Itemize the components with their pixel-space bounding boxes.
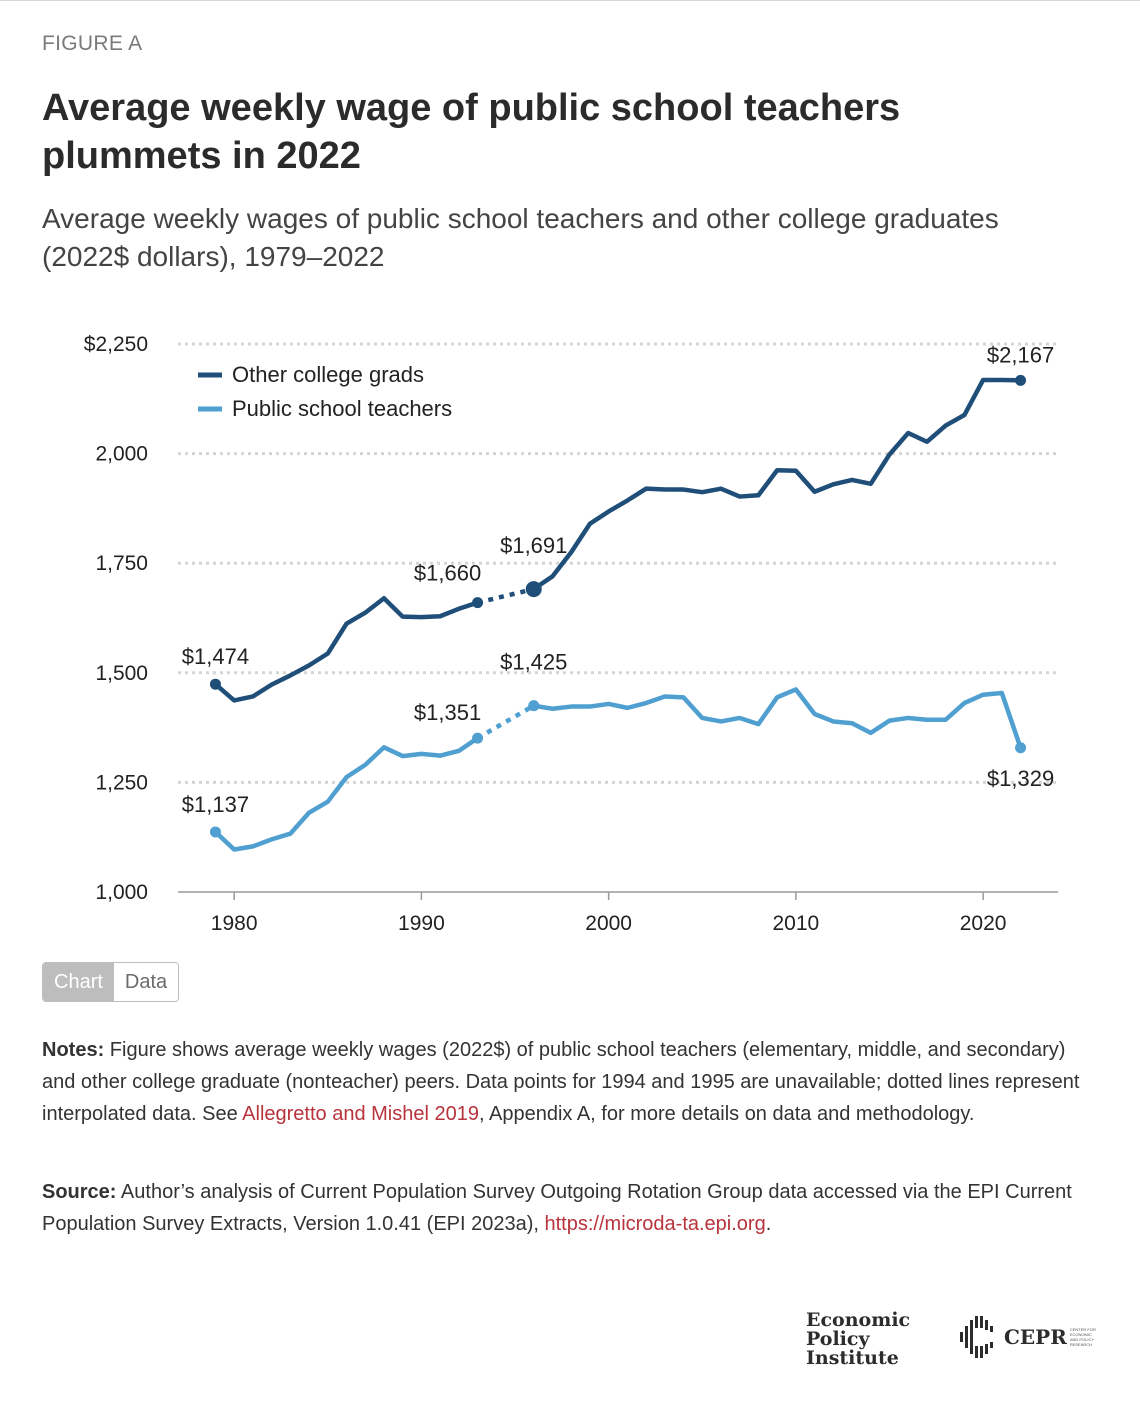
chart-data-toggle [42,962,179,1002]
interpolated-segment [478,589,534,603]
data-point-marker [210,679,221,690]
x-tick-label: 1990 [398,912,445,935]
data-label: $1,425 [500,649,568,675]
x-tick-label: 2000 [585,912,632,935]
data-label: $1,351 [413,700,482,726]
y-tick-label: 2,000 [95,442,148,466]
series-line [215,598,477,700]
data-label: $1,474 [181,644,250,670]
source [42,1176,1102,1240]
data-point-marker [472,597,483,608]
x-tick-label: 1980 [210,912,258,935]
cepr-mark-icon [958,1312,1000,1362]
y-tick-label: 1,000 [95,881,148,904]
data-point-marker [210,826,221,837]
interpolated-segment [478,706,534,738]
data-point-marker [1015,742,1026,753]
source-text: Author’s analysis of Current Population Survey Outgoing Rotation Group data accessed via the EPI Current Population Survey Extracts, Version 1.0.41 (EPI 2023a), [42,1181,1072,1235]
line-chart [0,310,1140,950]
series-line [215,738,477,849]
data-label: $1,329 [986,765,1055,791]
chart-title: Average weekly wage of public school teachers plummets in 2022 [42,87,901,177]
data-label: $1,691 [500,533,568,559]
epi-logo-line: Policy [806,1328,870,1350]
figure-label: FIGURE A [42,32,143,55]
legend-label: Other college grads [232,362,424,387]
data-label: $1,137 [181,791,250,817]
data-label: $1,660 [413,560,482,586]
notes [42,1034,1102,1130]
data-point-marker [472,733,483,744]
x-tick-label: 2010 [772,912,820,935]
data-point-marker [528,700,539,711]
top-border [0,0,1140,1]
source-link[interactable]: https://microda-ta.epi.org [544,1213,766,1235]
legend-label: Public school teachers [232,396,453,421]
notes-link[interactable]: Allegretto and Mishel 2019 [242,1103,479,1125]
x-tick-label: 2020 [959,912,1007,935]
epi-logo [806,1311,910,1368]
data-point-marker [526,581,542,597]
y-tick-label: 1,750 [95,552,148,576]
chart-subtitle: Average weekly wages of public school teachers and other college graduates (2022$ dollars), 1979–2022 [42,203,999,272]
notes-text-after: , Appendix A, for more details on data and methodology. [478,1103,975,1125]
chart-tab[interactable]: Chart [43,963,114,1001]
notes-text: Figure shows average weekly wages (2022$) of public school teachers (elementary, middle, and secondary) and other college graduate (nonteacher) peers. Data points for 1994 and 1995 are unavailable; dotted lines represent interpolated data. See [42,1039,1080,1125]
data-label: $2,167 [986,342,1055,368]
epi-logo-line: Economic [806,1309,911,1331]
cepr-wordmark: CEPR [1004,1325,1067,1349]
y-tick-label: $2,250 [83,333,148,356]
data-point-marker [1015,375,1026,386]
source-text-after: . [765,1213,772,1235]
y-tick-label: 1,250 [95,771,148,795]
cepr-logo [958,1312,1100,1362]
notes-label: Notes: [42,1039,105,1061]
epi-logo-line: Institute [806,1347,899,1369]
series-line [534,689,1021,747]
source-label: Source: [42,1181,117,1203]
data-tab[interactable]: Data [114,963,178,1001]
series-line [534,380,1021,589]
y-tick-label: 1,500 [95,661,148,685]
cepr-small-text: CENTER FOR ECONOMIC AND POLICY RESEARCH [1069,1327,1096,1347]
